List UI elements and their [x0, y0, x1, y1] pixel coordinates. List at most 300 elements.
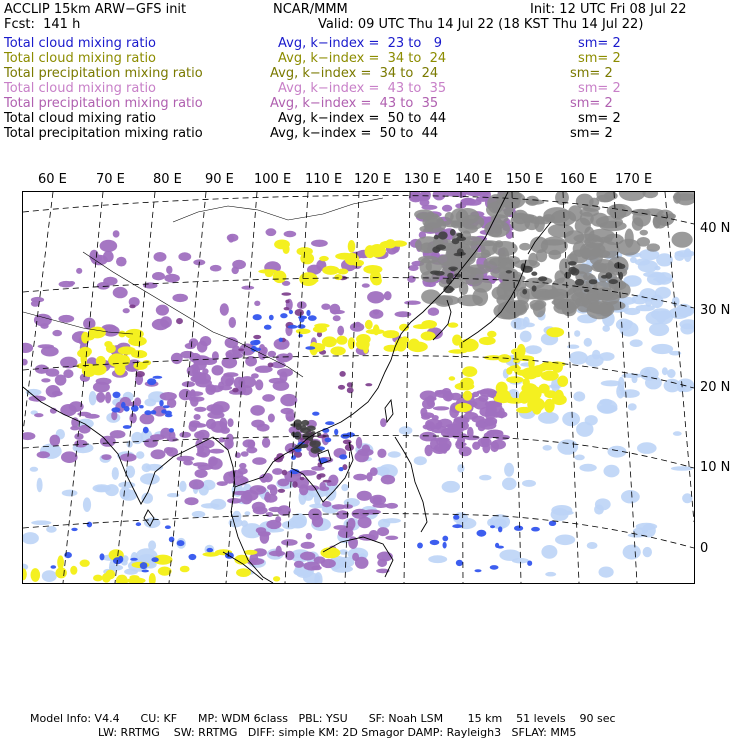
cloud-patch — [479, 337, 496, 345]
cloud-patch — [457, 464, 464, 472]
cloud-patch — [428, 308, 439, 316]
cloud-patch — [462, 366, 477, 377]
cloud-patch — [46, 526, 57, 533]
cloud-patch — [395, 311, 412, 317]
cloud-patch — [568, 261, 577, 265]
cloud-patch — [112, 467, 119, 480]
cloud-patch — [91, 255, 108, 266]
cloud-patch — [589, 198, 599, 207]
cloud-patch — [305, 485, 319, 491]
lon-label: 110 E — [305, 172, 343, 187]
field-avg: Avg, k−index = 34 to 24 — [270, 66, 439, 81]
cloud-patch — [498, 526, 502, 532]
cloud-patch — [243, 439, 256, 447]
cloud-patch — [673, 431, 682, 436]
cloud-patch — [422, 399, 435, 409]
cloud-patch — [640, 230, 648, 236]
cloud-patch — [604, 234, 624, 245]
cloud-patch — [428, 555, 447, 563]
cloud-patch — [272, 468, 283, 475]
cloud-patch — [227, 418, 233, 427]
cloud-patch — [80, 560, 90, 567]
cloud-patch — [195, 469, 208, 478]
valid-time: Valid: 09 UTC Thu 14 Jul 22 (18 KST Thu 14 Jul 22) — [318, 17, 644, 32]
lon-label: 170 E — [615, 172, 653, 187]
cloud-patch — [337, 326, 344, 336]
cloud-patch — [568, 267, 576, 275]
cloud-patch — [543, 214, 555, 222]
cloud-patch — [299, 272, 318, 286]
cloud-patch — [258, 269, 277, 273]
cloud-patch — [527, 561, 532, 566]
cloud-patch — [435, 390, 443, 395]
field-avg: Avg, k−index = 43 to 35 — [270, 96, 439, 111]
cloud-patch — [475, 569, 482, 572]
cloud-patch — [383, 330, 400, 338]
cloud-patch — [299, 484, 308, 495]
cloud-patch — [291, 432, 295, 436]
cloud-patch — [268, 507, 282, 512]
cloud-patch — [414, 456, 427, 465]
cloud-patch — [458, 433, 467, 438]
cloud-patch — [93, 484, 111, 492]
cloud-patch — [587, 542, 598, 549]
cloud-patch — [522, 289, 527, 295]
cloud-patch — [166, 266, 172, 274]
lat-label: 30 N — [700, 303, 731, 318]
cloud-patch — [62, 490, 78, 497]
cloud-patch — [585, 415, 598, 425]
cloud-patch — [321, 559, 336, 568]
cloud-patch — [434, 271, 445, 276]
cloud-patch — [93, 382, 110, 393]
cloud-patch — [58, 315, 74, 323]
cloud-patch — [573, 391, 585, 401]
cloud-patch — [111, 407, 120, 412]
cloud-patch — [357, 491, 372, 501]
cloud-patch — [134, 397, 141, 406]
cloud-patch — [264, 325, 272, 330]
cloud-patch — [207, 548, 214, 552]
cloud-patch — [499, 550, 521, 561]
cloud-patch — [598, 302, 614, 316]
cloud-patch — [434, 444, 450, 453]
cloud-patch — [366, 329, 385, 334]
init-time: Init: 12 UTC Fri 08 Jul 22 — [530, 2, 687, 17]
field-sm: sm= 2 — [570, 96, 613, 111]
cloud-patch — [149, 573, 156, 583]
cloud-patch — [453, 515, 459, 520]
cloud-patch — [322, 266, 339, 275]
cloud-patch — [140, 473, 160, 484]
cloud-patch — [190, 376, 200, 383]
cloud-patch — [435, 423, 441, 430]
cloud-patch — [55, 375, 67, 386]
cloud-patch — [365, 383, 372, 386]
cloud-patch — [352, 260, 364, 267]
cloud-patch — [314, 493, 321, 505]
cloud-patch — [452, 238, 460, 244]
cloud-patch — [208, 456, 218, 466]
cloud-patch — [262, 394, 275, 402]
cloud-patch — [141, 570, 149, 573]
cloud-patch — [446, 278, 452, 284]
cloud-patch — [121, 402, 126, 408]
cloud-patch — [77, 412, 91, 416]
cloud-patch — [442, 220, 460, 227]
cloud-patch — [37, 478, 43, 492]
cloud-patch — [482, 442, 488, 447]
cloud-patch — [129, 305, 135, 309]
cloud-patch — [89, 327, 106, 339]
cloud-patch — [530, 300, 547, 310]
field-sm: sm= 2 — [570, 126, 613, 141]
cloud-patch — [278, 489, 285, 493]
lon-label: 160 E — [560, 172, 598, 187]
cloud-patch — [250, 485, 267, 495]
cloud-patch — [262, 347, 268, 354]
cloud-patch — [548, 250, 561, 260]
cloud-patch — [41, 378, 50, 382]
cloud-patch — [128, 336, 147, 346]
field-name: Total precipitation mixing ratio — [4, 66, 203, 81]
cloud-patch — [544, 289, 570, 300]
cloud-patch — [288, 325, 298, 329]
cloud-patch — [433, 406, 450, 410]
cloud-patch — [100, 240, 118, 252]
cloud-patch — [139, 405, 144, 408]
cloud-patch — [574, 330, 580, 337]
cloud-patch — [207, 385, 223, 392]
cloud-patch — [136, 522, 141, 526]
cloud-patch — [129, 575, 139, 579]
cloud-patch — [23, 568, 27, 580]
cloud-patch — [380, 418, 386, 427]
cloud-patch — [321, 304, 330, 310]
cloud-patch — [154, 252, 167, 262]
cloud-patch — [100, 553, 105, 560]
cloud-patch — [543, 445, 552, 451]
cloud-patch — [334, 274, 342, 280]
cloud-patch — [102, 573, 111, 583]
cloud-patch — [220, 427, 230, 434]
cloud-patch — [459, 446, 472, 456]
cloud-patch — [31, 520, 51, 525]
cloud-patch — [192, 511, 206, 518]
cloud-patch — [541, 371, 559, 381]
cloud-patch — [325, 438, 332, 443]
cloud-patch — [636, 305, 655, 312]
cloud-patch — [325, 421, 334, 425]
cloud-patch — [93, 575, 103, 582]
cloud-patch — [101, 454, 111, 460]
cloud-patch — [420, 408, 427, 417]
cloud-patch — [330, 346, 345, 355]
cloud-patch — [268, 351, 277, 357]
cloud-patch — [339, 549, 348, 555]
cloud-patch — [305, 346, 315, 350]
cloud-patch — [569, 351, 588, 364]
cloud-patch — [333, 525, 348, 530]
cloud-patch — [449, 376, 456, 380]
lat-label: 20 N — [700, 380, 731, 395]
cloud-patch — [356, 334, 371, 345]
cloud-patch — [561, 511, 574, 515]
cloud-patch — [609, 279, 618, 284]
cloud-patch — [481, 249, 491, 258]
cloud-patch — [322, 336, 337, 347]
cloud-patch — [311, 240, 328, 247]
model-info-line2: LW: RRTMG SW: RRTMG DIFF: simple KM: 2D Smagor DAMP: Rayleigh3 SFLAY: MM5 — [98, 726, 577, 739]
cloud-patch — [23, 532, 39, 544]
cloud-patch — [279, 338, 283, 342]
field-avg: Avg, k−index = 50 to 44 — [270, 126, 439, 141]
cloud-patch — [179, 432, 191, 438]
cloud-patch — [443, 542, 447, 549]
cloud-patch — [296, 329, 311, 335]
cloud-patch — [264, 494, 277, 503]
cloud-patch — [621, 490, 640, 503]
cloud-patch — [623, 545, 641, 560]
cloud-patch — [319, 482, 326, 491]
cloud-patch — [455, 403, 472, 412]
cloud-patch — [140, 562, 148, 569]
cloud-patch — [110, 430, 126, 438]
cloud-patch — [514, 526, 523, 531]
cloud-patch — [180, 566, 190, 573]
cloud-patch — [236, 568, 251, 577]
cloud-patch — [257, 424, 270, 432]
cloud-patch — [227, 498, 242, 504]
cloud-patch — [449, 288, 454, 291]
cloud-patch — [106, 344, 116, 353]
cloud-patch — [311, 566, 321, 571]
cloud-patch — [194, 414, 201, 420]
cloud-patch — [385, 536, 398, 540]
cloud-patch — [285, 410, 294, 421]
cloud-patch — [306, 533, 312, 540]
cloud-patch — [159, 400, 163, 406]
cloud-patch — [312, 412, 319, 416]
cloud-patch — [287, 353, 293, 361]
cloud-patch — [662, 367, 668, 375]
cloud-patch — [531, 527, 540, 532]
cloud-patch — [152, 319, 169, 330]
cloud-patch — [280, 394, 297, 406]
cloud-patch — [266, 228, 277, 236]
cloud-patch — [515, 318, 521, 329]
cloud-patch — [643, 547, 652, 557]
cloud-patch — [323, 480, 332, 483]
field-name: Total cloud mixing ratio — [4, 81, 157, 96]
cloud-patch — [276, 546, 282, 557]
cloud-patch — [408, 339, 420, 351]
cloud-patch — [206, 404, 222, 412]
cloud-patch — [452, 335, 462, 346]
cloud-patch — [538, 412, 559, 424]
cloud-patch — [477, 530, 487, 537]
cloud-patch — [320, 547, 340, 558]
cloud-patch — [630, 257, 637, 263]
cloud-patch — [498, 301, 522, 320]
cloud-patch — [223, 372, 238, 377]
cloud-patch — [113, 287, 128, 298]
lon-label: 60 E — [38, 172, 67, 187]
cloud-patch — [163, 405, 170, 408]
cloud-patch — [255, 348, 261, 351]
cloud-patch — [23, 359, 28, 366]
cloud-patch — [430, 540, 440, 545]
cloud-patch — [591, 262, 607, 272]
cloud-patch — [297, 324, 305, 328]
cloud-patch — [269, 315, 274, 321]
cloud-patch — [392, 240, 407, 246]
lon-label: 120 E — [354, 172, 392, 187]
cloud-patch — [486, 430, 503, 438]
cloud-patch — [282, 470, 287, 476]
cloud-patch — [284, 231, 297, 237]
cloud-patch — [448, 322, 459, 327]
cloud-patch — [142, 463, 152, 472]
cloud-patch — [381, 475, 395, 485]
cloud-patch — [636, 523, 658, 531]
lon-label: 90 E — [205, 172, 234, 187]
cloud-patch — [590, 213, 609, 227]
cloud-patch — [31, 297, 44, 303]
cloud-patch — [370, 467, 378, 476]
lat-label: 40 N — [700, 221, 731, 236]
cloud-patch — [347, 387, 354, 393]
cloud-patch — [255, 379, 263, 390]
cloud-patch — [404, 301, 421, 305]
cloud-patch — [595, 498, 611, 510]
cloud-patch — [656, 311, 673, 325]
cloud-patch — [238, 348, 244, 351]
cloud-patch — [119, 355, 130, 366]
cloud-patch — [280, 371, 288, 382]
cloud-patch — [71, 417, 79, 427]
cloud-patch — [31, 568, 41, 582]
cloud-patch — [516, 370, 530, 376]
cloud-patch — [281, 292, 291, 295]
cloud-patch — [105, 392, 111, 404]
cloud-patch — [579, 464, 596, 472]
cloud-patch — [198, 465, 214, 470]
cloud-patch — [494, 395, 513, 403]
cloud-patch — [267, 484, 276, 490]
cloud-patch — [417, 543, 423, 549]
cloud-patch — [541, 545, 557, 559]
cloud-patch — [301, 542, 315, 549]
field-name: Total precipitation mixing ratio — [4, 126, 203, 141]
cloud-patch — [399, 426, 413, 434]
cloud-patch — [167, 437, 178, 442]
cloud-patch — [52, 330, 62, 336]
cloud-patch — [292, 481, 297, 488]
cloud-patch — [232, 388, 238, 393]
cloud-patch — [408, 265, 419, 271]
cloud-patch — [238, 468, 248, 475]
cloud-patch — [202, 368, 208, 374]
cloud-patch — [60, 357, 77, 369]
cloud-patch — [294, 432, 301, 440]
cloud-patch — [209, 449, 224, 454]
cloud-patch — [531, 272, 537, 276]
cloud-patch — [87, 522, 92, 528]
cloud-patch — [330, 310, 345, 314]
cloud-patch — [604, 465, 620, 478]
cloud-patch — [123, 425, 131, 429]
cloud-patch — [647, 243, 660, 251]
cloud-patch — [442, 481, 460, 493]
cloud-patch — [592, 350, 600, 360]
cloud-patch — [557, 439, 578, 454]
lon-label: 150 E — [506, 172, 544, 187]
cloud-patch — [251, 373, 259, 378]
cloud-patch — [472, 288, 488, 306]
cloud-patch — [506, 367, 512, 374]
cloud-patch — [178, 252, 191, 261]
cloud-patch — [165, 525, 171, 529]
cloud-patch — [538, 276, 547, 281]
cloud-patch — [333, 315, 341, 321]
cloud-patch — [562, 412, 580, 427]
cloud-patch — [151, 449, 166, 459]
cloud-patch — [228, 235, 234, 243]
cloud-patch — [438, 231, 448, 239]
lat-label: 10 N — [700, 460, 731, 475]
cloud-patch — [76, 268, 82, 274]
cloud-patch — [425, 445, 433, 456]
cloud-patch — [576, 298, 592, 312]
cloud-patch — [160, 392, 177, 401]
cloud-patch — [445, 212, 454, 221]
field-avg: Avg, k−index = 23 to 9 — [278, 36, 443, 51]
cloud-patch — [177, 540, 185, 546]
cloud-patch — [432, 246, 440, 253]
cloud-patch — [179, 389, 192, 400]
cloud-patch — [319, 256, 329, 261]
cloud-patch — [123, 308, 130, 313]
cloud-patch — [294, 561, 304, 568]
cloud-patch — [183, 460, 193, 465]
cloud-patch — [103, 277, 117, 286]
cloud-patch — [487, 519, 494, 526]
cloud-patch — [147, 378, 156, 385]
cloud-patch — [262, 438, 270, 448]
cloud-patch — [190, 397, 199, 407]
cloud-patch — [442, 205, 452, 212]
cloud-patch — [285, 300, 289, 304]
cloud-patch — [268, 363, 274, 368]
cloud-patch — [313, 326, 327, 333]
cloud-patch — [89, 391, 97, 405]
cloud-patch — [548, 362, 565, 367]
forecast-hour: Fcst: 141 h — [4, 17, 81, 32]
field-name: Total precipitation mixing ratio — [4, 96, 203, 111]
cloud-patch — [450, 229, 456, 236]
cloud-patch — [197, 341, 208, 353]
cloud-patch — [83, 497, 91, 512]
cloud-patch — [377, 527, 389, 536]
map-graphic — [23, 192, 694, 583]
cloud-patch — [130, 558, 138, 561]
field-name: Total cloud mixing ratio — [4, 111, 157, 126]
cloud-patch — [284, 307, 290, 310]
cloud-patch — [113, 392, 121, 398]
cloud-patch — [546, 327, 564, 337]
cloud-patch — [220, 303, 229, 315]
